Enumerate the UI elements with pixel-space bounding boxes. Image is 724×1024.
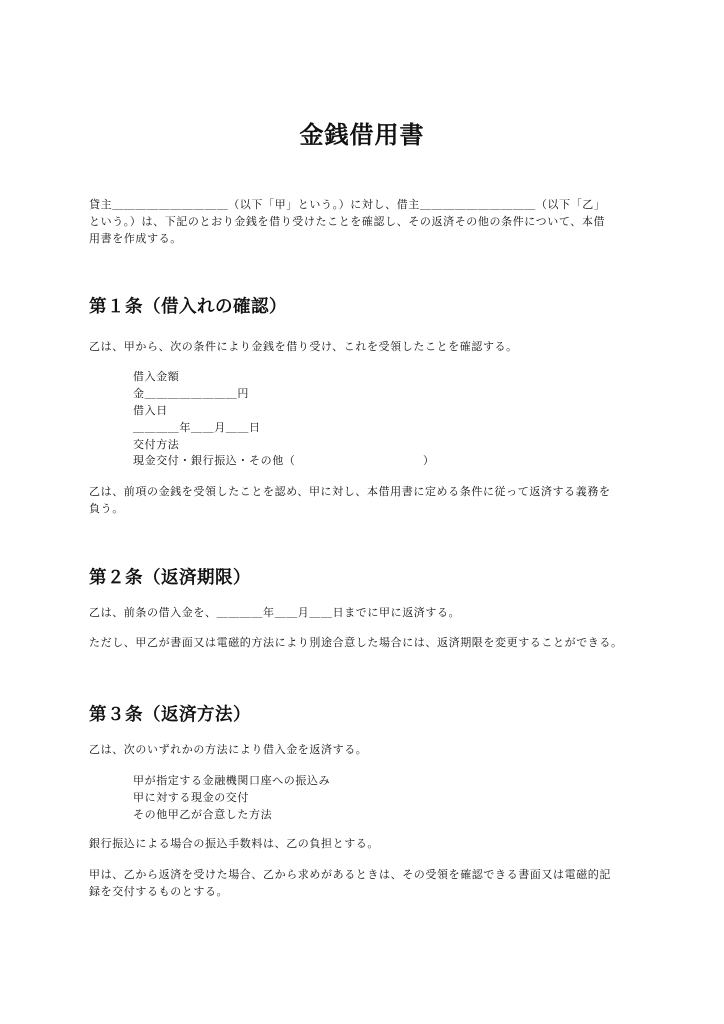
- article-3-heading: 第３条（返済方法）: [89, 705, 251, 725]
- article-1-item: ＿＿＿＿年＿＿月＿＿日: [133, 421, 261, 434]
- article-3-item: その他甲乙が合意した方法: [133, 808, 273, 821]
- document-title: 金銭借用書: [299, 121, 425, 149]
- article-3-paragraph-2: 銀行振込による場合の振込手数料は、乙の負担とする。: [89, 837, 379, 850]
- article-2-paragraph-1: 乙は、前条の借入金を、＿＿＿＿年＿＿月＿＿日までに甲に返済する。: [89, 606, 461, 619]
- article-3-item: 甲に対する現金の交付: [133, 791, 249, 804]
- article-1-intro: 乙は、甲から、次の条件により金銭を借り受け、これを受領したことを確認する。: [89, 340, 518, 353]
- article-1-item: 現金交付・銀行振込・その他（ ）: [133, 454, 435, 467]
- article-1-para-line-2: 負う。: [89, 502, 124, 515]
- article-1-item: 借入日: [133, 404, 168, 417]
- article-1-para-line-1: 乙は、前項の金銭を受領したことを認め、甲に対し、本借用書に定める条件に従って返済する義務を: [89, 485, 611, 498]
- article-1-item: 借入金額: [133, 370, 180, 383]
- preamble-line-3: 用書を作成する。: [89, 232, 182, 245]
- article-3-item: 甲が指定する金融機関口座への振込み: [133, 774, 331, 787]
- article-1-heading: 第１条（借入れの確認）: [89, 297, 287, 317]
- article-3-paragraph-3-line-2: 録を交付するものとする。: [89, 885, 229, 898]
- preamble-line-1: 貸主＿＿＿＿＿＿＿＿＿＿（以下「甲」という。）に対し、借主＿＿＿＿＿＿＿＿＿＿（以下「乙」: [89, 198, 606, 211]
- article-3-paragraph-3-line-1: 甲は、乙から返済を受けた場合、乙から求めがあるときは、その受領を確認できる書面又は電磁的記: [89, 868, 611, 881]
- article-2-heading: 第２条（返済期限）: [89, 568, 251, 588]
- article-1-item: 交付方法: [133, 438, 180, 451]
- preamble-line-2: という。）は、下記のとおり金銭を借り受けたことを確認し、その返済その他の条件について、本借: [89, 215, 606, 228]
- article-1-item: 金＿＿＿＿＿＿＿＿円: [133, 387, 249, 400]
- article-2-paragraph-2: ただし、甲乙が書面又は電磁的方法により別途合意した場合には、返済期限を変更することができる。: [89, 636, 623, 649]
- article-3-intro: 乙は、次のいずれかの方法により借入金を返済する。: [89, 743, 368, 756]
